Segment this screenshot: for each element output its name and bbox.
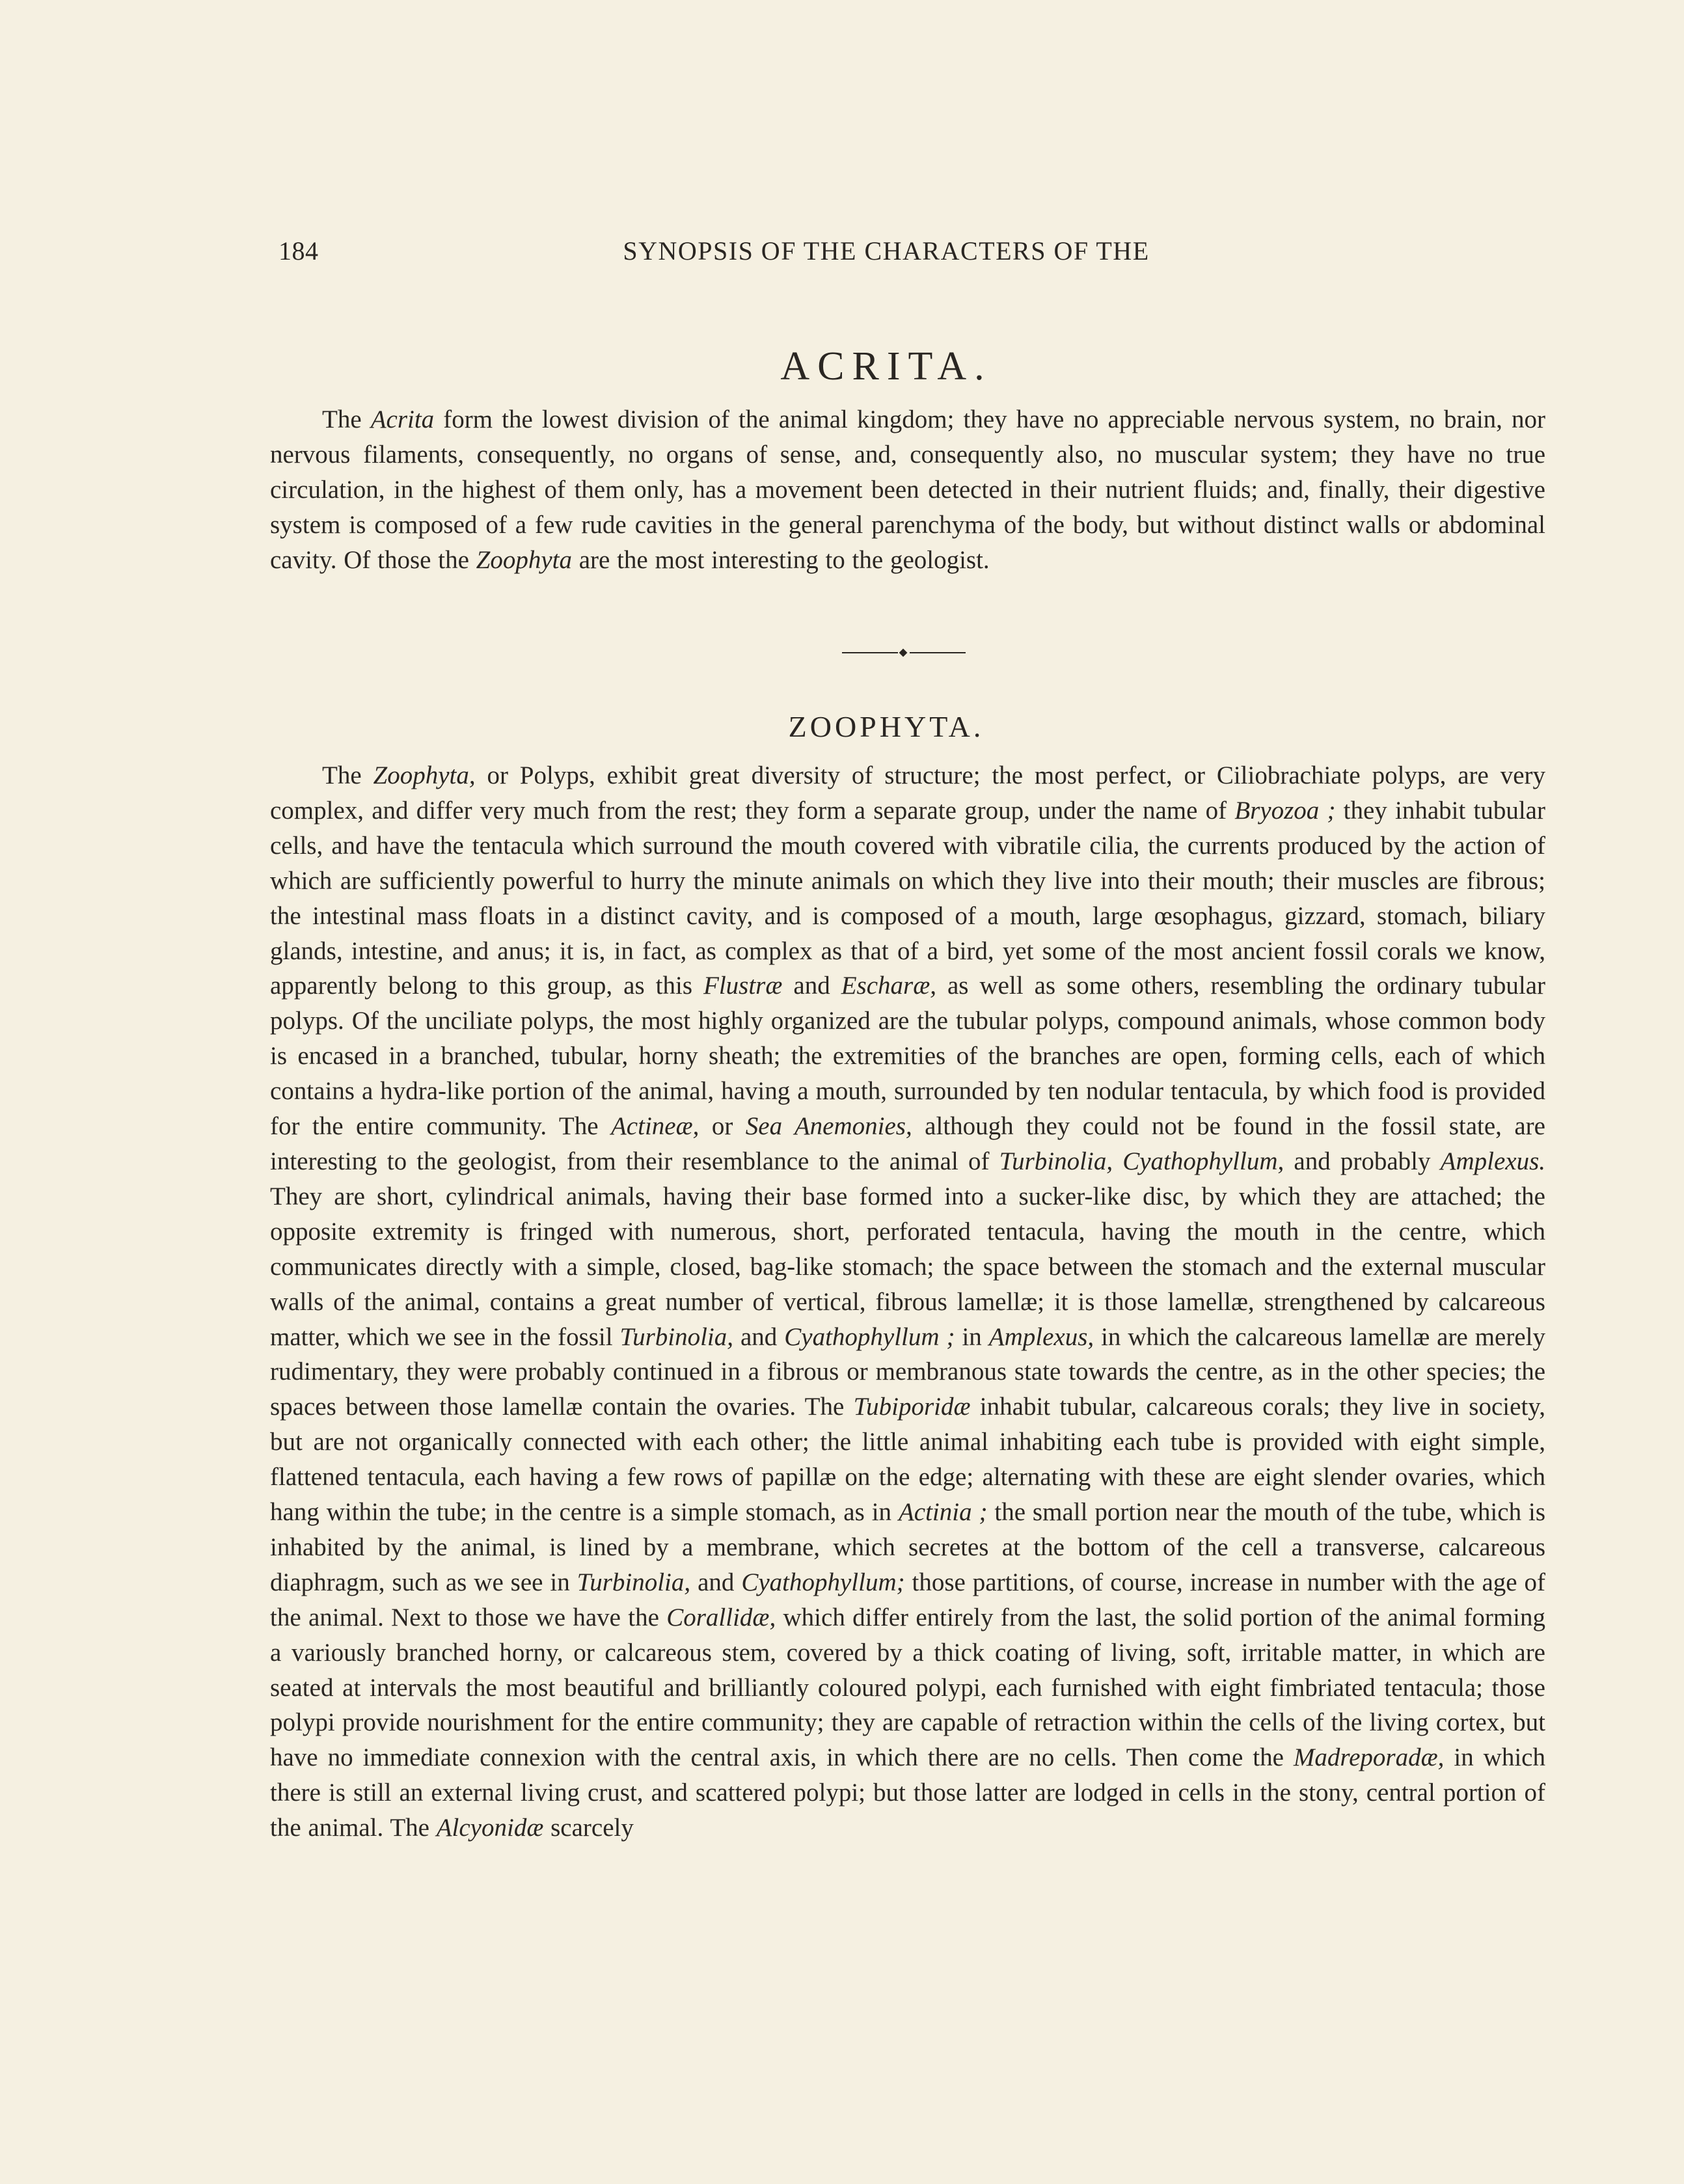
italic-term: Alcyonidæ xyxy=(436,1814,544,1842)
text-run: and xyxy=(733,1322,785,1351)
text-run: inhabit tubular, calcareous corals; they live in society, but are not organically connected with each other; the little animal inhabiting each tube is provided with eight simple, flattened tentacula, each having a few rows of papillæ on the edge; alternating with these are eight slender ovaries, which hang within the tube; in the centre is a simple stomach, as in xyxy=(270,1393,1545,1527)
section-divider-ornament xyxy=(842,649,966,657)
section-title-acrita: ACRITA. xyxy=(780,344,992,389)
italic-term: Bryozoa ; xyxy=(1234,796,1336,825)
text-run: and xyxy=(782,972,841,1000)
section-title-zoophyta: ZOOPHYTA. xyxy=(788,710,985,743)
running-head xyxy=(278,236,1494,275)
text-run: as well as some others, resembling the ordinary tubular polyps. Of the unciliate polyps, the most highly organized are the tubular polyps, compound animals, whose common body is encased in a branched, tubular, horny sheath; the extremities of the branches are open, forming cells, each of which contains a hydra-like portion of the animal, having a mouth, surrounded by ten nodular tentacula, by which food is provided for the entire community. The xyxy=(270,972,1546,1141)
text-run: in which there is still an external living crust, and scattered polypi; but those latter are lodged in cells in the stony, central portion of the animal. The xyxy=(270,1743,1545,1842)
text-run: in xyxy=(955,1322,989,1351)
italic-term: Turbinolia, Cyathophyllum, xyxy=(999,1147,1284,1175)
text-run: and xyxy=(690,1568,742,1596)
italic-term: Amplexus. xyxy=(1440,1147,1545,1175)
italic-term: Zoophyta xyxy=(476,545,572,574)
italic-term: Acrita xyxy=(370,405,435,433)
text-run: They are short, cylindrical animals, having their base formed into a sucker-like disc, by which they are attached; the opposite extremity is fringed with numerous, short, perforated tentacula, having the mouth in the centre, which communicates directly with a simple, closed, bag-like stomach; the space between the stomach and the external muscular walls of the animal, contains a great number of vertical, fibrous lamellæ; it is those lamellæ, strengthened by calcareous matter, which we see in the fossil xyxy=(270,1182,1545,1351)
zoophyta-paragraph xyxy=(270,758,1545,1846)
text-run: in which the calcareous lamellæ are merely rudimentary, they were probably continued in a fibrous or membranous state towards the centre, as in the other species; the spaces between those lamellæ contain the ovaries. The xyxy=(270,1322,1545,1421)
text-run: which differ entirely from the last, the solid portion of the animal forming a variously branched horny, or calcareous stem, covered by a thick coating of living, soft, irritable matter, in which are seated at intervals the most beautiful and brilliantly coloured polypi, each furnished with eight fimbriated tentacula; those polypi provide nourishment for the entire community; they are capable of retraction within the cells of the living cortex, but have no immediate connexion with the central axis, in which there are no cells. Then come the xyxy=(270,1603,1546,1772)
text-run: and probably xyxy=(1284,1147,1441,1175)
italic-term: Escharæ, xyxy=(841,972,936,1000)
italic-term: Cyathophyllum ; xyxy=(784,1322,955,1351)
text-run: those partitions, of course, increase in number with the age of the animal. Next to those we have the xyxy=(270,1568,1546,1631)
text-run: although they could not be found in the fossil state, are interesting to the geologist, from their resemblance to the animal of xyxy=(270,1112,1545,1175)
text-run: The xyxy=(322,761,373,789)
divider-rule-left xyxy=(842,652,898,653)
italic-term: Actineæ, xyxy=(610,1112,699,1141)
text-run: are the most interesting to the geologist. xyxy=(571,545,990,574)
page-number: 184 xyxy=(278,236,319,266)
running-title: SYNOPSIS OF THE CHARACTERS OF THE xyxy=(623,236,1150,266)
acrita-paragraph xyxy=(270,402,1545,578)
italic-term: Madreporadæ, xyxy=(1293,1743,1445,1772)
italic-term: Zoophyta, xyxy=(373,761,476,789)
italic-term: Actinia ; xyxy=(898,1498,988,1527)
italic-term: Turbinolia, xyxy=(577,1568,691,1596)
italic-term: Tubiporidæ xyxy=(853,1393,971,1421)
italic-term: Flustræ xyxy=(703,972,783,1000)
text-run: scarcely xyxy=(543,1814,634,1842)
text-run: the small portion near the mouth of the tube, which is inhabited by the animal, is lined by a membrane, which secretes at the bottom of the cell a transverse, calcareous diaphragm, such as we see in xyxy=(270,1498,1545,1596)
italic-term: Turbinolia, xyxy=(619,1322,734,1351)
text-run: The xyxy=(322,405,371,433)
divider-rule-right xyxy=(910,652,966,653)
diamond-ornament-icon xyxy=(899,649,908,657)
italic-term: Corallidæ, xyxy=(666,1603,776,1631)
italic-term: Amplexus, xyxy=(988,1322,1094,1351)
text-run: or xyxy=(699,1112,746,1141)
text-run: or Polyps, exhibit great diversity of structure; the most perfect, or Ciliobrachiate polyps, are very complex, and differ very much from the rest; they form a separate group, under the name of xyxy=(270,761,1545,825)
italic-term: Cyathophyllum; xyxy=(741,1568,905,1596)
italic-term: Sea Anemonies, xyxy=(745,1112,912,1141)
text-run: form the lowest division of the animal kingdom; they have no appreciable nervous system, no brain, nor nervous filaments, consequently, no organs of sense, and, consequently also, no muscular system; they have no true circulation, in the highest of them only, has a movement been detected in their nutrient fluids; and, finally, their digestive system is composed of a few rude cavities in the general parenchyma of the body, but without distinct walls or abdominal cavity. Of those the xyxy=(270,405,1545,574)
text-run: they inhabit tubular cells, and have the tentacula which surround the mouth covered with vibratile cilia, the currents produced by the action of which are sufficiently powerful to hurry the minute animals on which they live into their mouth; their muscles are fibrous; the intestinal mass floats in a distinct cavity, and is composed of a mouth, large œsophagus, gizzard, stomach, biliary glands, intestine, and anus; it is, in fact, as complex as that of a bird, yet some of the most ancient fossil corals we know, apparently belong to this group, as this xyxy=(270,796,1545,1000)
